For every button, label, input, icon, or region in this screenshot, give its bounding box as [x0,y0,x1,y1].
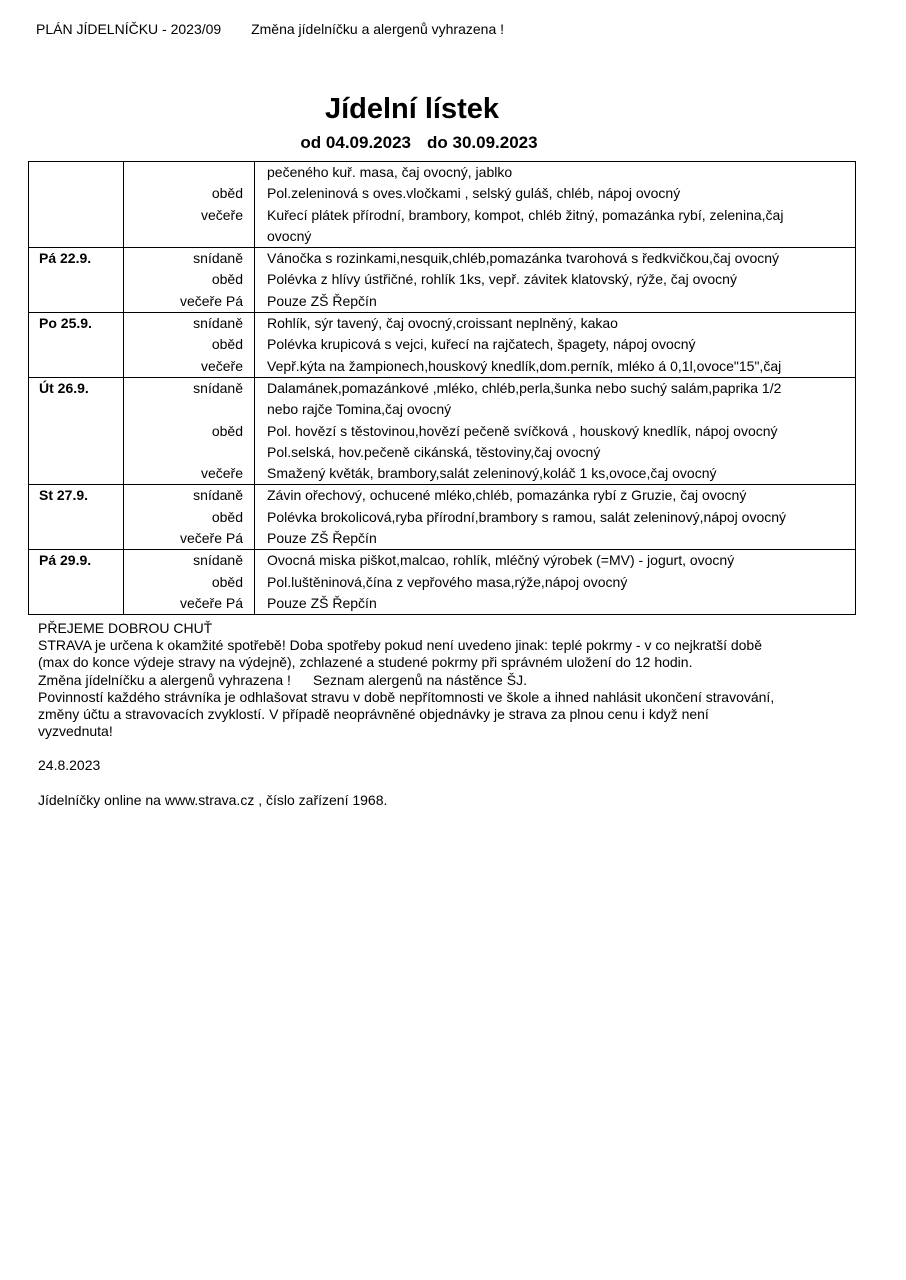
day-cell [29,463,124,485]
food-cell [255,183,856,204]
meal-cell: večeře Pá [124,528,255,550]
menu-row [29,269,856,290]
meal-cell: oběd [124,572,255,593]
meal-cell: oběd [124,334,255,355]
wish-text: PŘEJEME DOBROU CHUŤ [38,620,213,636]
duty-line-2: změny účtu a stravovacích zvyklostí. V případě neoprávněné objednávky je strava za plnou cenu i když není [38,706,709,723]
day-cell: St 27.9. [29,485,124,507]
food-cell [255,205,856,248]
meal-cell: oběd [124,183,255,204]
food-line: Pouze ZŠ Řepčín [267,594,377,611]
footer-notes [38,620,858,809]
food-line: Dalamánek,pomazánkové ,mléko, chléb,perla,šunka nebo suchý salám,paprika 1/2 [267,379,782,396]
meal-cell: snídaně [124,550,255,572]
food-line: ovocný [267,227,312,244]
menu-row [29,550,856,572]
food-line: Pol.luštěninová,čína z vepřového masa,rýže,nápoj ovocný [267,573,628,590]
meal-cell: večeře [124,205,255,248]
day-cell [29,528,124,550]
menu-table [28,161,856,615]
food-cell [255,313,856,335]
menu-row [29,334,856,355]
meal-cell: večeře Pá [124,291,255,313]
day-cell [29,507,124,528]
menu-row [29,291,856,313]
meal-cell: večeře [124,356,255,378]
food-cell [255,377,856,420]
food-cell [255,463,856,485]
menu-row [29,507,856,528]
change-note: Změna jídelníčku a alergenů vyhrazena ! [251,21,505,37]
day-cell [29,269,124,290]
date-range [0,133,838,153]
date-to: do 30.09.2023 [427,133,538,152]
menu-row [29,528,856,550]
food-cell [255,162,856,184]
meal-cell: oběd [124,507,255,528]
meal-cell: oběd [124,269,255,290]
food-line: Polévka brokolicová,ryba přírodní,brambory s ramou, salát zeleninový,nápoj ovocný [267,508,787,525]
meal-cell: snídaně [124,313,255,335]
strava-note-line-1: STRAVA je určena k okamžité spotřebě! Doba spotřeby pokud není uvedeno jinak: teplé pokrmy - v co nejkratší době [38,637,762,654]
food-line: Závin ořechový, ochucené mléko,chléb, pomazánka rybí z Gruzie, čaj ovocný [267,487,747,504]
menu-row [29,356,856,378]
meal-cell: snídaně [124,377,255,420]
day-cell: Út 26.9. [29,377,124,420]
day-cell [29,183,124,204]
food-line: Polévka krupicová s vejci, kuřecí na rajčatech, špagety, nápoj ovocný [267,336,696,353]
food-line: Pouze ZŠ Řepčín [267,530,377,547]
food-line: Polévka z hlívy ústřičné, rohlík 1ks, vepř. závitek klatovský, rýže, čaj ovocný [267,271,737,288]
plan-label: PLÁN JÍDELNÍČKU - 2023/09 [36,21,222,37]
food-line: Kuřecí plátek přírodní, brambory, kompot, chléb žitný, pomazánka rybí, zelenina,čaj [267,206,784,223]
menu-row [29,205,856,248]
day-cell [29,205,124,248]
menu-row [29,572,856,593]
menu-row [29,248,856,270]
issue-date: 24.8.2023 [38,757,101,774]
meal-cell: snídaně [124,485,255,507]
food-cell [255,269,856,290]
meal-cell: oběd [124,421,255,464]
day-cell [29,334,124,355]
food-line: nebo rajče Tomina,čaj ovocný [267,401,452,418]
food-line: Ovocná miska piškot,malcao, rohlík, mléčný výrobek (=MV) - jogurt, ovocný [267,552,735,569]
page-title: Jídelní lístek [324,93,500,125]
menu-row [29,313,856,335]
date-from: od 04.09.2023 [300,133,411,152]
day-cell [29,593,124,615]
menu-row [29,421,856,464]
food-cell [255,291,856,313]
allergen-note: Seznam alergenů na nástěnce ŠJ. [312,671,527,688]
food-line: Vánočka s rozinkami,nesquik,chléb,pomazánka tvarohová s ředkvičkou,čaj ovocný [267,250,780,267]
food-line: Smažený květák, brambory,salát zeleninový,koláč 1 ks,ovoce,čaj ovocný [267,465,717,482]
food-line: Pol. hovězí s těstovinou,hovězí pečeně svíčková , houskový knedlík, nápoj ovocný [267,422,778,439]
food-line: Rohlík, sýr tavený, čaj ovocný,croissant neplněný, kakao [267,315,618,332]
day-cell [29,421,124,464]
food-line: pečeného kuř. masa, čaj ovocný, jablko [267,164,513,180]
food-cell [255,593,856,615]
meal-cell: večeře [124,463,255,485]
day-cell [29,291,124,313]
duty-line-1: Povinností každého strávníka je odhlašovat stravu v době nepřítomnosti ve škole a ihned nahlásit ukončení stravování, [38,688,775,705]
online-note: Jídelníčky online na www.strava.cz , číslo zařízení 1968. [38,791,388,808]
food-line: Vepř.kýta na žampionech,houskový knedlík,dom.perník, mléko á 0,1l,ovoce"15",čaj [267,357,782,374]
day-cell [29,162,124,184]
day-cell: Pá 29.9. [29,550,124,572]
food-cell [255,572,856,593]
menu-row [29,485,856,507]
day-cell: Po 25.9. [29,313,124,335]
food-line: Pol.selská, hov.pečeně cikánská, těstoviny,čaj ovocný [267,443,601,460]
day-cell [29,572,124,593]
food-cell [255,356,856,378]
menu-row [29,183,856,204]
food-cell [255,334,856,355]
menu-row [29,463,856,485]
meal-cell [124,162,255,184]
menu-row [29,593,856,615]
food-cell [255,421,856,464]
document-header [36,21,530,37]
food-line: Pol.zeleninová s oves.vločkami , selský guláš, chléb, nápoj ovocný [267,185,681,202]
change-note-footer: Změna jídelníčku a alergenů vyhrazena ! [38,671,291,688]
menu-row [29,377,856,420]
meal-cell: večeře Pá [124,593,255,615]
food-cell [255,528,856,550]
food-cell [255,485,856,507]
menu-row [29,162,856,184]
food-cell [255,550,856,572]
food-cell [255,507,856,528]
day-cell [29,356,124,378]
duty-line-3: vyzvednuta! [38,723,113,740]
change-allergen-line [38,672,858,689]
food-cell [255,248,856,270]
strava-note-line-2: (max do konce výdeje stravy na výdejně), zchlazené a studené pokrmy při správném uložení do 12 hodin. [38,654,693,671]
day-cell: Pá 22.9. [29,248,124,270]
food-line: Pouze ZŠ Řepčín [267,292,377,309]
meal-cell: snídaně [124,248,255,270]
